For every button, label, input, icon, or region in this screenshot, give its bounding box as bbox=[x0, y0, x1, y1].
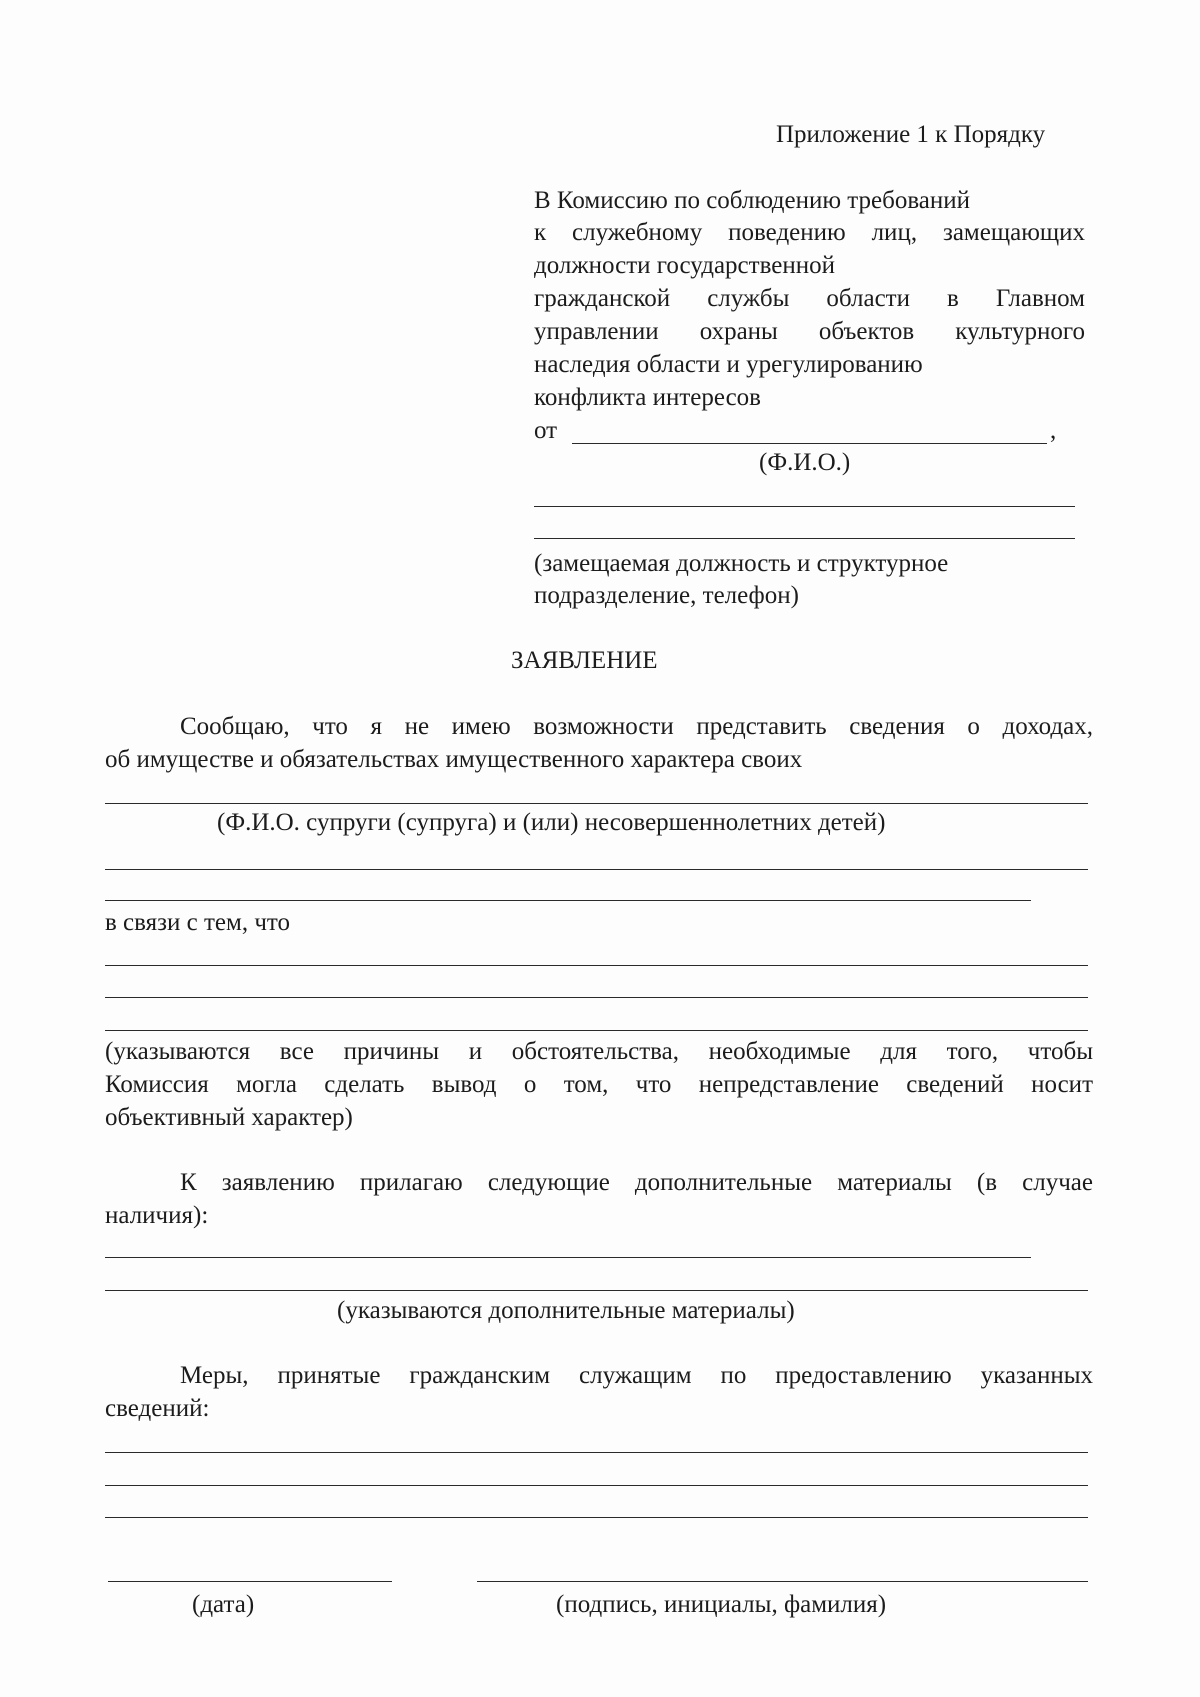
addressee-line-2: к служебному поведению лиц, замещающих bbox=[534, 219, 1085, 246]
reasons-caption-line-1: (указываются все причины и обстоятельства, необходимые для того, чтобы bbox=[105, 1038, 1093, 1065]
paragraph-1-line-1: Сообщаю, что я не имею возможности представить сведения о доходах, bbox=[180, 713, 1093, 740]
relatives-blank-line-2[interactable] bbox=[105, 869, 1088, 870]
from-prefix: от bbox=[534, 417, 558, 444]
date-blank-line[interactable] bbox=[108, 1581, 392, 1582]
appendix-label: Приложение 1 к Порядку bbox=[776, 121, 1046, 148]
position-caption-line-2: подразделение, телефон) bbox=[534, 582, 799, 609]
reasons-caption-line-3: объективный характер) bbox=[105, 1104, 353, 1131]
reasons-caption-line-2: Комиссия могла сделать вывод о том, что непредставление сведений носит bbox=[105, 1071, 1093, 1098]
materials-blank-line-2[interactable] bbox=[105, 1290, 1088, 1291]
relatives-blank-line-3[interactable] bbox=[105, 900, 1031, 901]
position-caption-line-1: (замещаемая должность и структурное bbox=[534, 550, 949, 577]
document-title: ЗАЯВЛЕНИЕ bbox=[511, 647, 658, 674]
reason-blank-line-2[interactable] bbox=[105, 997, 1088, 998]
relatives-blank-line[interactable] bbox=[105, 803, 1088, 804]
measures-blank-line-3[interactable] bbox=[105, 1517, 1088, 1518]
measures-blank-line-1[interactable] bbox=[105, 1452, 1088, 1453]
addressee-line-7: конфликта интересов bbox=[534, 384, 761, 411]
from-suffix: , bbox=[1050, 417, 1057, 444]
position-blank-line-1[interactable] bbox=[534, 506, 1075, 507]
paragraph-3-line-1: Меры, принятые гражданским служащим по предоставлению указанных bbox=[180, 1362, 1093, 1389]
signature-caption: (подпись, инициалы, фамилия) bbox=[556, 1591, 887, 1618]
addressee-line-4: гражданской службы области в Главном bbox=[534, 285, 1085, 312]
position-blank-line-2[interactable] bbox=[534, 538, 1075, 539]
paragraph-2-line-1: К заявлению прилагаю следующие дополнительные материалы (в случае bbox=[180, 1169, 1093, 1196]
addressee-line-3: должности государственной bbox=[534, 252, 835, 279]
materials-blank-line-1[interactable] bbox=[105, 1257, 1031, 1258]
addressee-line-1: В Комиссию по соблюдению требований bbox=[534, 187, 971, 214]
paragraph-1-line-2: об имуществе и обязательствах имущественного характера своих bbox=[105, 746, 803, 773]
materials-caption: (указываются дополнительные материалы) bbox=[337, 1297, 795, 1324]
reason-prefix: в связи с тем, что bbox=[105, 909, 290, 936]
reason-blank-line-3[interactable] bbox=[105, 1030, 1088, 1031]
measures-blank-line-2[interactable] bbox=[105, 1485, 1088, 1486]
relatives-caption: (Ф.И.О. супруги (супруга) и (или) несовершеннолетних детей) bbox=[217, 809, 886, 836]
paragraph-3-line-2: сведений: bbox=[105, 1395, 210, 1422]
fio-caption: (Ф.И.О.) bbox=[759, 449, 851, 476]
addressee-line-6: наследия области и урегулированию bbox=[534, 351, 923, 378]
fio-blank-line[interactable] bbox=[572, 443, 1047, 444]
paragraph-2-line-2: наличия): bbox=[105, 1202, 209, 1229]
date-caption: (дата) bbox=[192, 1591, 255, 1618]
addressee-line-5: управлении охраны объектов культурного bbox=[534, 318, 1085, 345]
signature-blank-line[interactable] bbox=[477, 1581, 1088, 1582]
reason-blank-line-1[interactable] bbox=[105, 965, 1088, 966]
